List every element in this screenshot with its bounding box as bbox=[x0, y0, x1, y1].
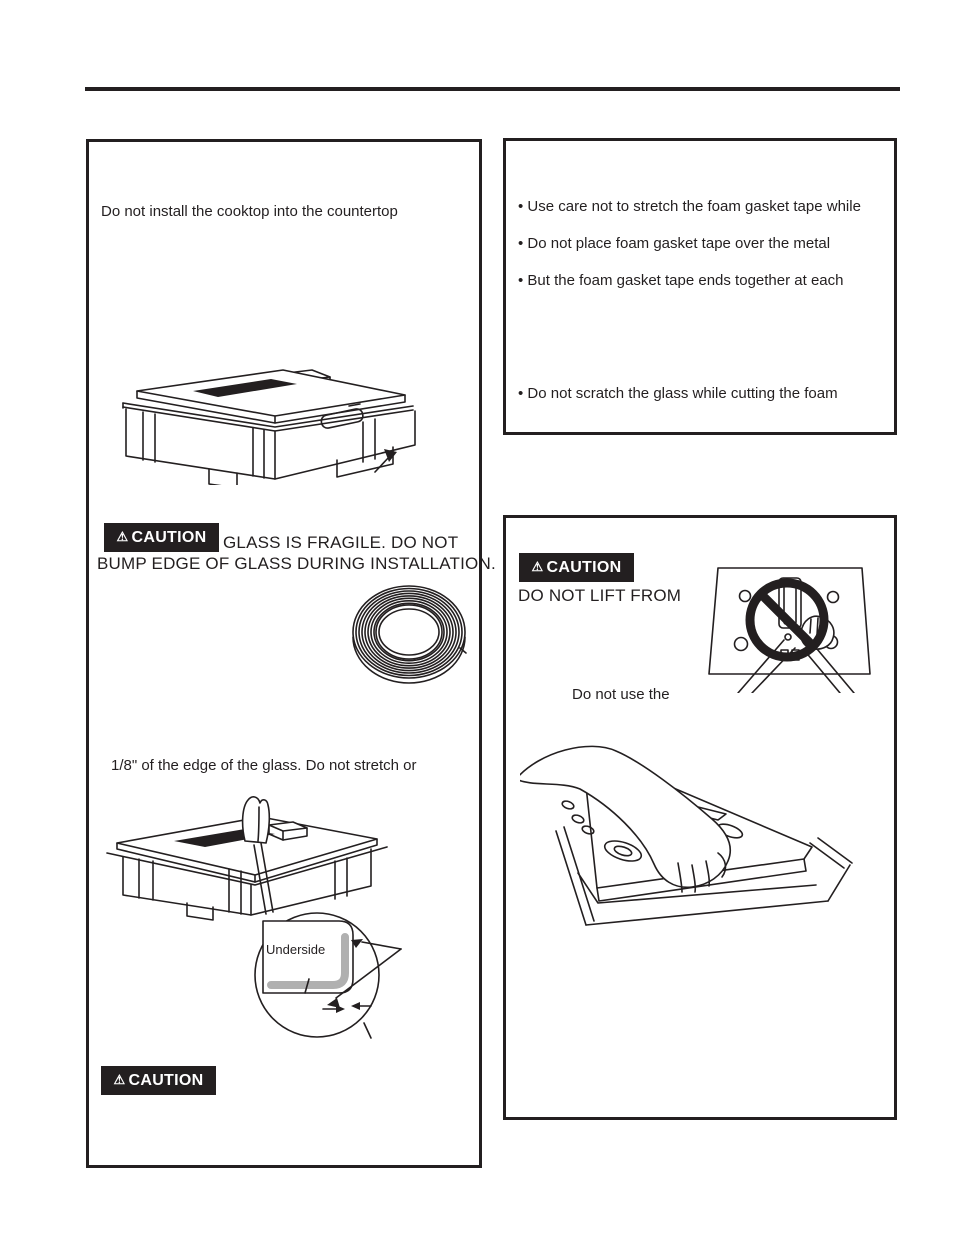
do-not-lift-text: DO NOT LIFT FROM bbox=[518, 586, 682, 605]
caution-badge-label: CAUTION bbox=[128, 1071, 204, 1089]
warning-triangle-icon: ⚠ bbox=[531, 559, 544, 574]
caution-badge-label: CAUTION bbox=[131, 528, 207, 546]
bullet-item: • Do not scratch the glass while cutting the foam bbox=[518, 385, 838, 402]
foam-tape-roll-illustration bbox=[350, 582, 470, 686]
caution-badge-label: CAUTION bbox=[546, 558, 622, 576]
underside-label: Underside bbox=[266, 942, 326, 957]
gasket-tips-panel bbox=[503, 138, 897, 435]
caution-badge-lift bbox=[519, 553, 634, 582]
bump-edge-text: BUMP EDGE OF GLASS DURING INSTALLATION. bbox=[97, 554, 496, 573]
left-panel bbox=[86, 139, 496, 1168]
warning-triangle-icon: ⚠ bbox=[113, 1072, 126, 1087]
cooktop-isometric-illustration bbox=[105, 360, 445, 485]
warning-triangle-icon: ⚠ bbox=[116, 529, 129, 544]
bullet-item: • But the foam gasket tape ends together at each bbox=[518, 272, 844, 289]
intro-text: Do not install the cooktop into the countertop bbox=[101, 203, 398, 220]
tape-placement-text: 1/8" of the edge of the glass. Do not stretch or bbox=[111, 757, 417, 774]
glass-fragile-text: GLASS IS FRAGILE. DO NOT bbox=[223, 533, 459, 552]
header-rule bbox=[85, 87, 900, 91]
lift-caution-panel bbox=[503, 515, 897, 1120]
bullet-item: • Use care not to stretch the foam gasket tape while bbox=[518, 198, 861, 215]
cooktop-handling-illustration bbox=[520, 735, 870, 1025]
caution-badge-glass bbox=[104, 523, 219, 552]
caution-badge-bottom bbox=[101, 1066, 216, 1095]
tape-application-illustration bbox=[95, 795, 425, 1065]
bullet-item: • Do not place foam gasket tape over the metal bbox=[518, 235, 831, 252]
do-not-use-text: Do not use the bbox=[572, 686, 670, 703]
do-not-lift-illustration bbox=[620, 558, 890, 693]
